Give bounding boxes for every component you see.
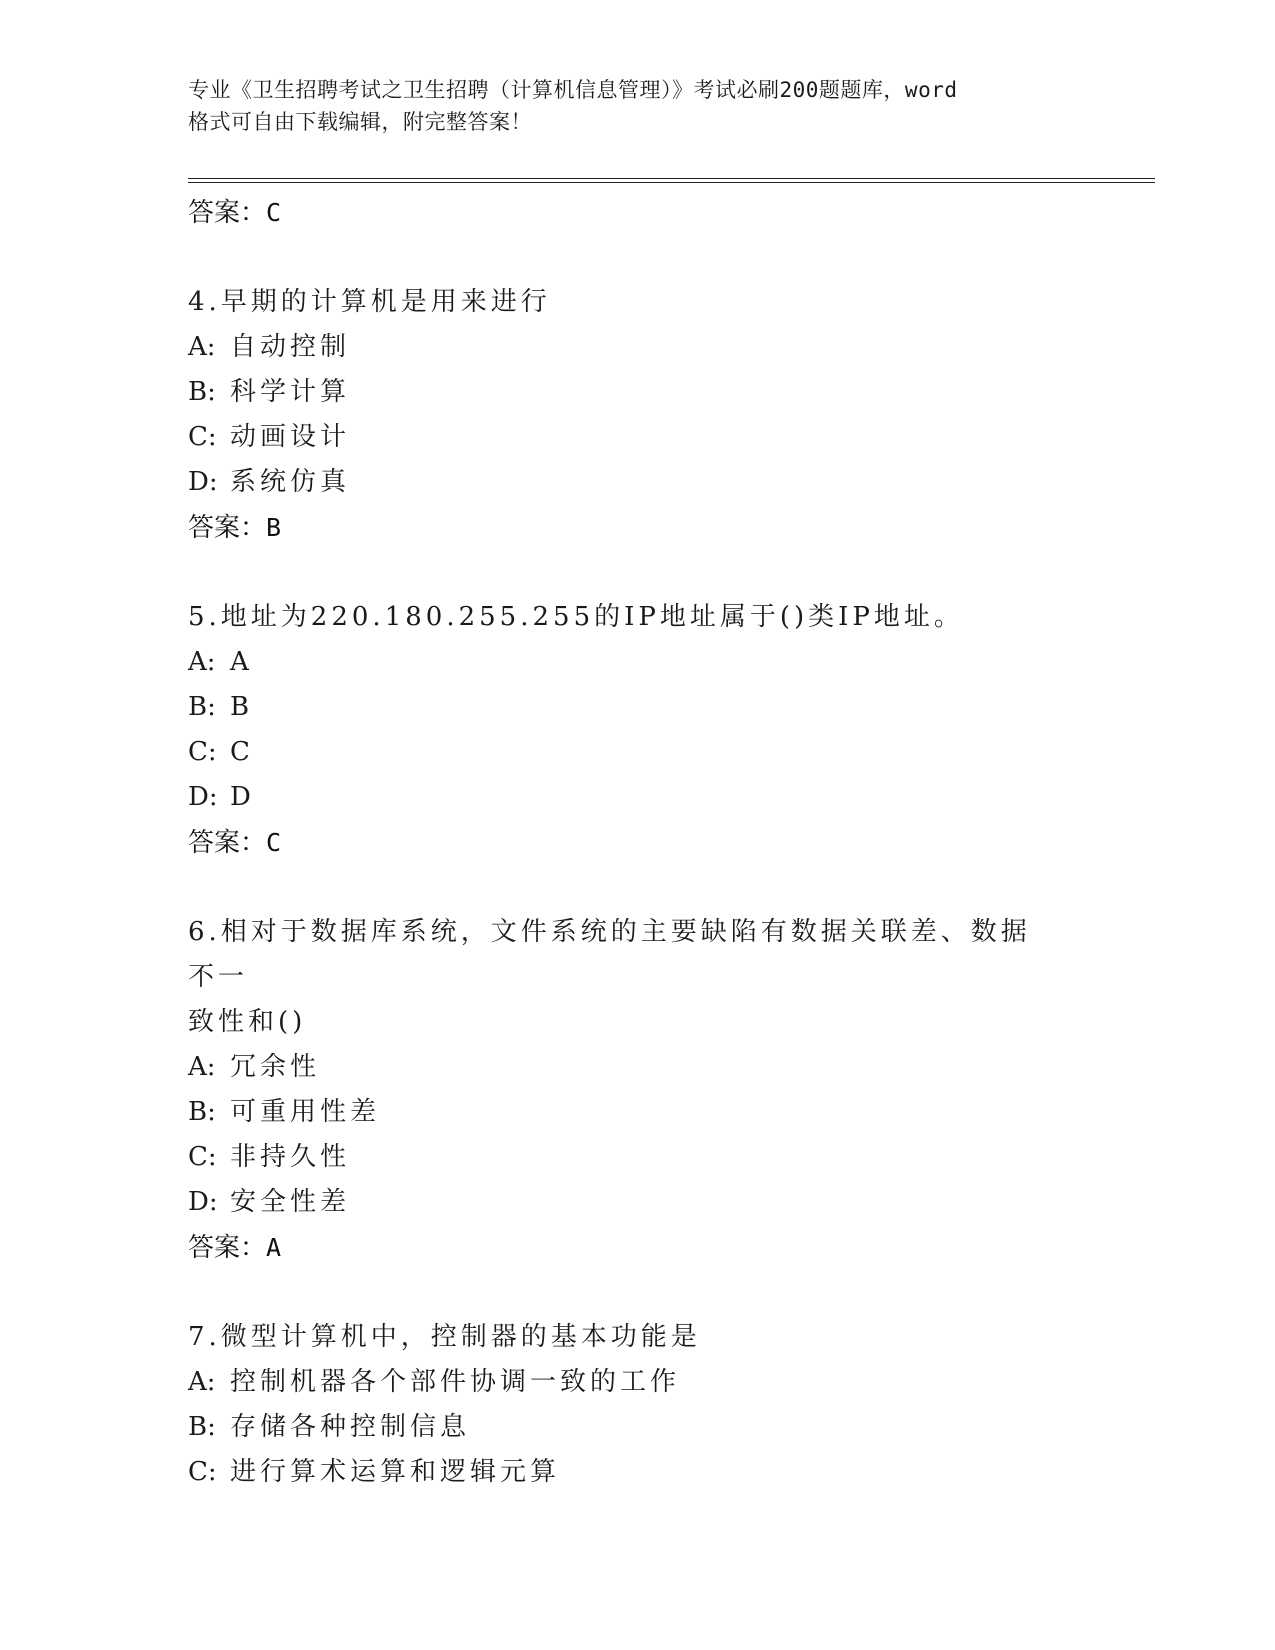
option-a xyxy=(188,1360,1088,1405)
option-d xyxy=(188,460,1088,505)
option-text: 进行算术运算和逻辑元算 xyxy=(230,1457,561,1487)
option-text: C xyxy=(230,737,254,767)
document-header xyxy=(188,74,1088,138)
option-key: C: xyxy=(188,737,217,767)
option-c xyxy=(188,1135,1088,1180)
header-divider-bottom xyxy=(188,182,1155,183)
option-text: 存储各种控制信息 xyxy=(230,1412,471,1442)
answer-label: 答案： xyxy=(188,198,267,228)
option-text: 非持久性 xyxy=(230,1142,351,1172)
question-4 xyxy=(188,280,1088,551)
question-5 xyxy=(188,595,1088,866)
answer-value: B xyxy=(266,513,282,542)
option-text: 控制机器各个部件协调一致的工作 xyxy=(230,1367,681,1397)
option-d xyxy=(188,775,1088,820)
header-line-2: 格式可自由下载编辑，附完整答案！ xyxy=(188,110,532,134)
option-text: 可重用性差 xyxy=(230,1097,381,1127)
question-6 xyxy=(188,910,1088,1271)
option-c xyxy=(188,415,1088,460)
option-b xyxy=(188,1405,1088,1450)
option-b xyxy=(188,370,1088,415)
option-a xyxy=(188,325,1088,370)
option-key: A: xyxy=(188,332,216,362)
option-key: D: xyxy=(188,467,218,497)
option-b xyxy=(188,685,1088,730)
option-a xyxy=(188,640,1088,685)
answer-value: A xyxy=(266,1233,282,1262)
header-line-1: 专业《卫生招聘考试之卫生招聘（计算机信息管理）》考试必刷200题题库，word xyxy=(188,78,958,102)
spacer xyxy=(188,236,1088,280)
spacer xyxy=(188,551,1088,595)
option-c xyxy=(188,730,1088,775)
option-text: 安全性差 xyxy=(230,1187,351,1217)
option-key: B: xyxy=(188,692,216,722)
question-answer xyxy=(188,820,1088,866)
question-answer xyxy=(188,505,1088,551)
answer-label: 答案： xyxy=(188,1233,267,1263)
option-key: A: xyxy=(188,647,216,677)
question-title: 4.早期的计算机是用来进行 xyxy=(188,287,551,317)
option-text: 自动控制 xyxy=(230,332,351,362)
answer-value: C xyxy=(266,198,282,227)
question-title: 5.地址为220.180.255.255的IP地址属于()类IP地址。 xyxy=(188,602,964,632)
previous-answer xyxy=(188,190,1088,236)
answer-value: C xyxy=(266,828,282,857)
option-a xyxy=(188,1045,1088,1090)
option-key: B: xyxy=(188,1097,216,1127)
option-text: A xyxy=(230,647,253,677)
option-c xyxy=(188,1450,1088,1495)
question-answer xyxy=(188,1225,1088,1271)
option-key: B: xyxy=(188,1412,216,1442)
question-title: 7.微型计算机中，控制器的基本功能是 xyxy=(188,1322,701,1352)
option-text: 动画设计 xyxy=(230,422,351,452)
spacer xyxy=(188,866,1088,910)
question-title-line-1: 6.相对于数据库系统，文件系统的主要缺陷有数据关联差、数据不一 xyxy=(188,917,1031,992)
option-key: A: xyxy=(188,1367,216,1397)
option-d xyxy=(188,1180,1088,1225)
spacer xyxy=(188,1271,1088,1315)
option-text: 冗余性 xyxy=(230,1052,321,1082)
option-key: B: xyxy=(188,377,216,407)
option-text: D xyxy=(230,782,255,812)
option-key: C: xyxy=(188,422,217,452)
option-key: C: xyxy=(188,1142,217,1172)
answer-label: 答案： xyxy=(188,828,267,858)
header-divider-top xyxy=(188,178,1155,179)
option-text: 系统仿真 xyxy=(230,467,351,497)
option-key: A: xyxy=(188,1052,216,1082)
question-list xyxy=(188,190,1088,1495)
option-b xyxy=(188,1090,1088,1135)
answer-label: 答案： xyxy=(188,513,267,543)
question-7 xyxy=(188,1315,1088,1495)
option-text: B xyxy=(230,692,254,722)
option-key: D: xyxy=(188,1187,218,1217)
option-key: D: xyxy=(188,782,218,812)
question-title-line-2: 致性和() xyxy=(188,1007,307,1037)
option-key: C: xyxy=(188,1457,217,1487)
option-text: 科学计算 xyxy=(230,377,351,407)
